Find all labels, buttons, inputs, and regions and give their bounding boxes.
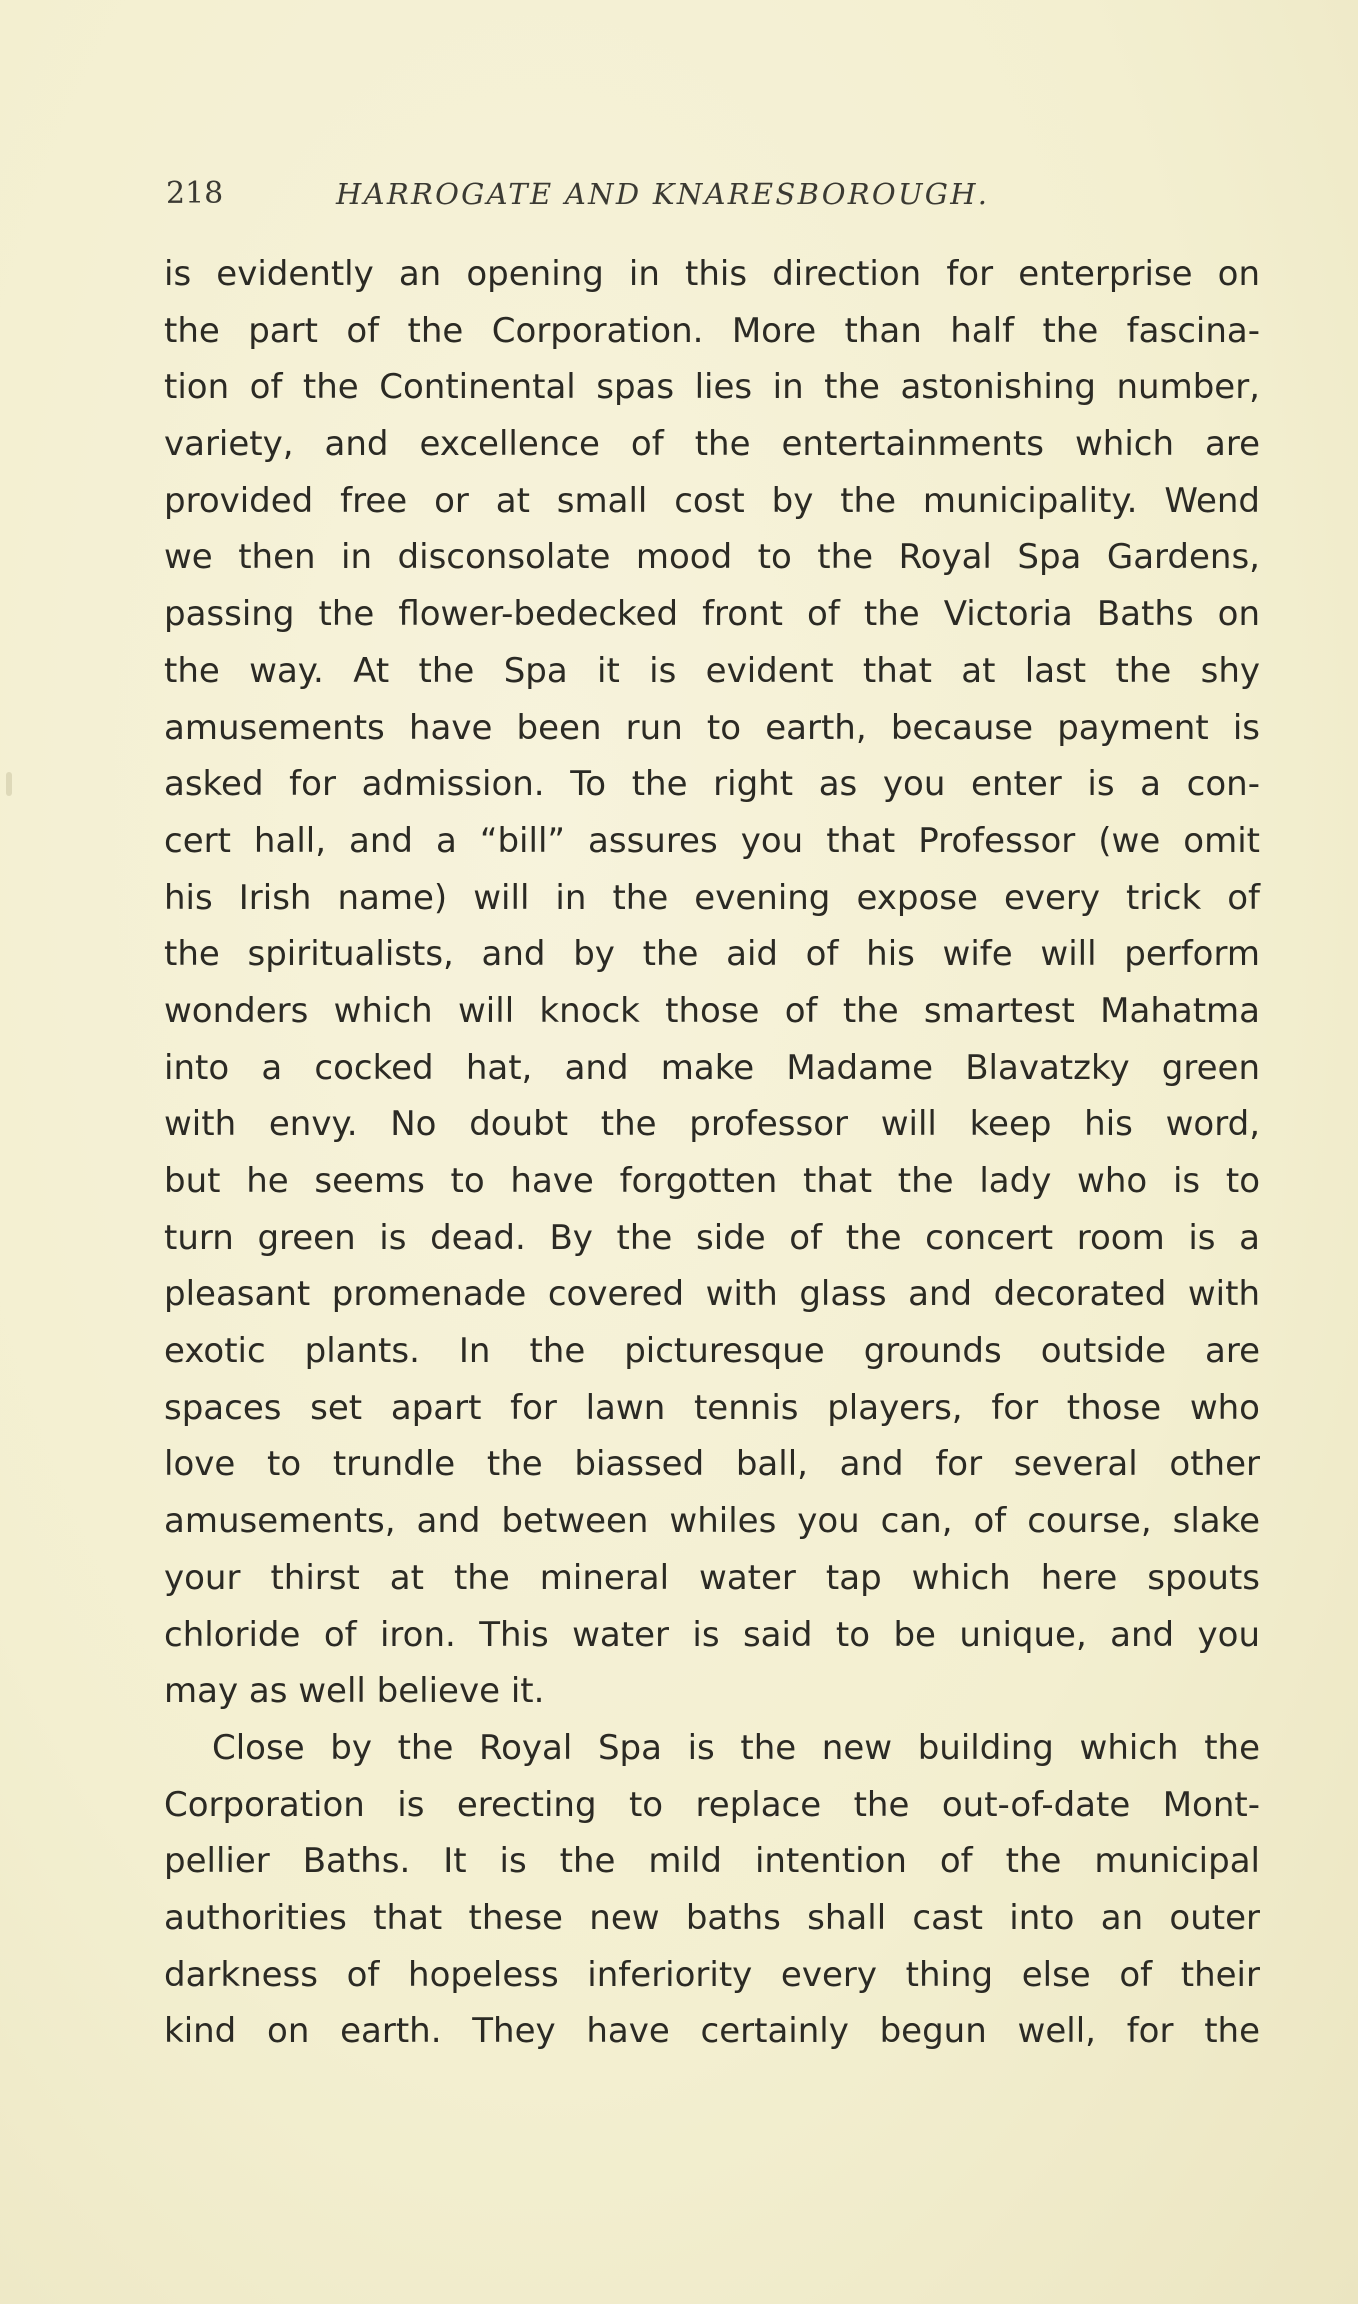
running-head [166,172,1266,216]
text-line: darkness of hopeless inferiority every thing else of their [164,1954,1260,1995]
text-line: exotic plants. In the picturesque grounds outside are [164,1331,1260,1372]
text-line: tion of the Continental spas lies in the astonishing number, [164,367,1260,408]
text-line: but he seems to have forgotten that the lady who is to [164,1161,1260,1201]
paragraph [164,246,1260,1720]
body-text [164,246,1260,2060]
text-line: your thirst at the mineral water tap which here spouts [164,1557,1260,1598]
text-line: the part of the Corporation. More than half the fascina- [164,310,1260,351]
running-title: HARROGATE AND KNARESBOROUGH. [336,177,990,211]
text-line: pellier Baths. It is the mild intention of the municipal [164,1841,1260,1882]
text-line: turn green is dead. By the side of the concert room is a [164,1217,1260,1258]
text-line: love to trundle the biassed ball, and for several other [164,1444,1260,1485]
paragraph [164,1720,1260,2060]
text-line: the spiritualists, and by the aid of his wife will perform [164,934,1260,975]
text-line: passing the flower-bedecked front of the Victoria Baths on [164,594,1260,635]
text-line: spaces set apart for lawn tennis players, for those who [164,1387,1260,1428]
text-line: chloride of iron. This water is said to be unique, and you [164,1614,1260,1655]
text-line: we then in disconsolate mood to the Royal Spa Gardens, [164,537,1260,578]
text-line: may as well believe it. [164,1671,545,1712]
text-line: variety, and excellence of the entertainments which are [164,424,1260,465]
text-line: asked for admission. To the right as you enter is a con- [164,764,1260,805]
text-line: amusements, and between whiles you can, of course, slake [164,1501,1260,1542]
text-line: into a cocked hat, and make Madame Blavatzky green [164,1047,1260,1088]
text-line: authorities that these new baths shall cast into an outer [164,1897,1260,1938]
text-line: pleasant promenade covered with glass and decorated with [164,1274,1260,1315]
text-line: Close by the Royal Spa is the new building which the [212,1727,1260,1768]
text-line: kind on earth. They have certainly begun well, for the [164,2011,1260,2052]
text-line: amusements have been run to earth, because payment is [164,707,1260,748]
text-line: wonders which will knock those of the smartest Mahatma [164,990,1260,1031]
text-line: his Irish name) will in the evening expose every trick of [164,877,1260,918]
text-line: provided free or at small cost by the municipality. Wend [164,480,1260,521]
text-line: with envy. No doubt the professor will keep his word, [164,1104,1260,1145]
text-line: Corporation is erecting to replace the out-of-date Mont- [164,1784,1260,1825]
text-line: is evidently an opening in this direction for enterprise on [164,254,1260,294]
text-line: the way. At the Spa it is evident that at last the shy [164,650,1260,691]
text-line: cert hall, and a “bill” assures you that Professor (we omit [164,820,1260,861]
page-number: 218 [166,176,224,211]
margin-blemish [6,772,12,796]
